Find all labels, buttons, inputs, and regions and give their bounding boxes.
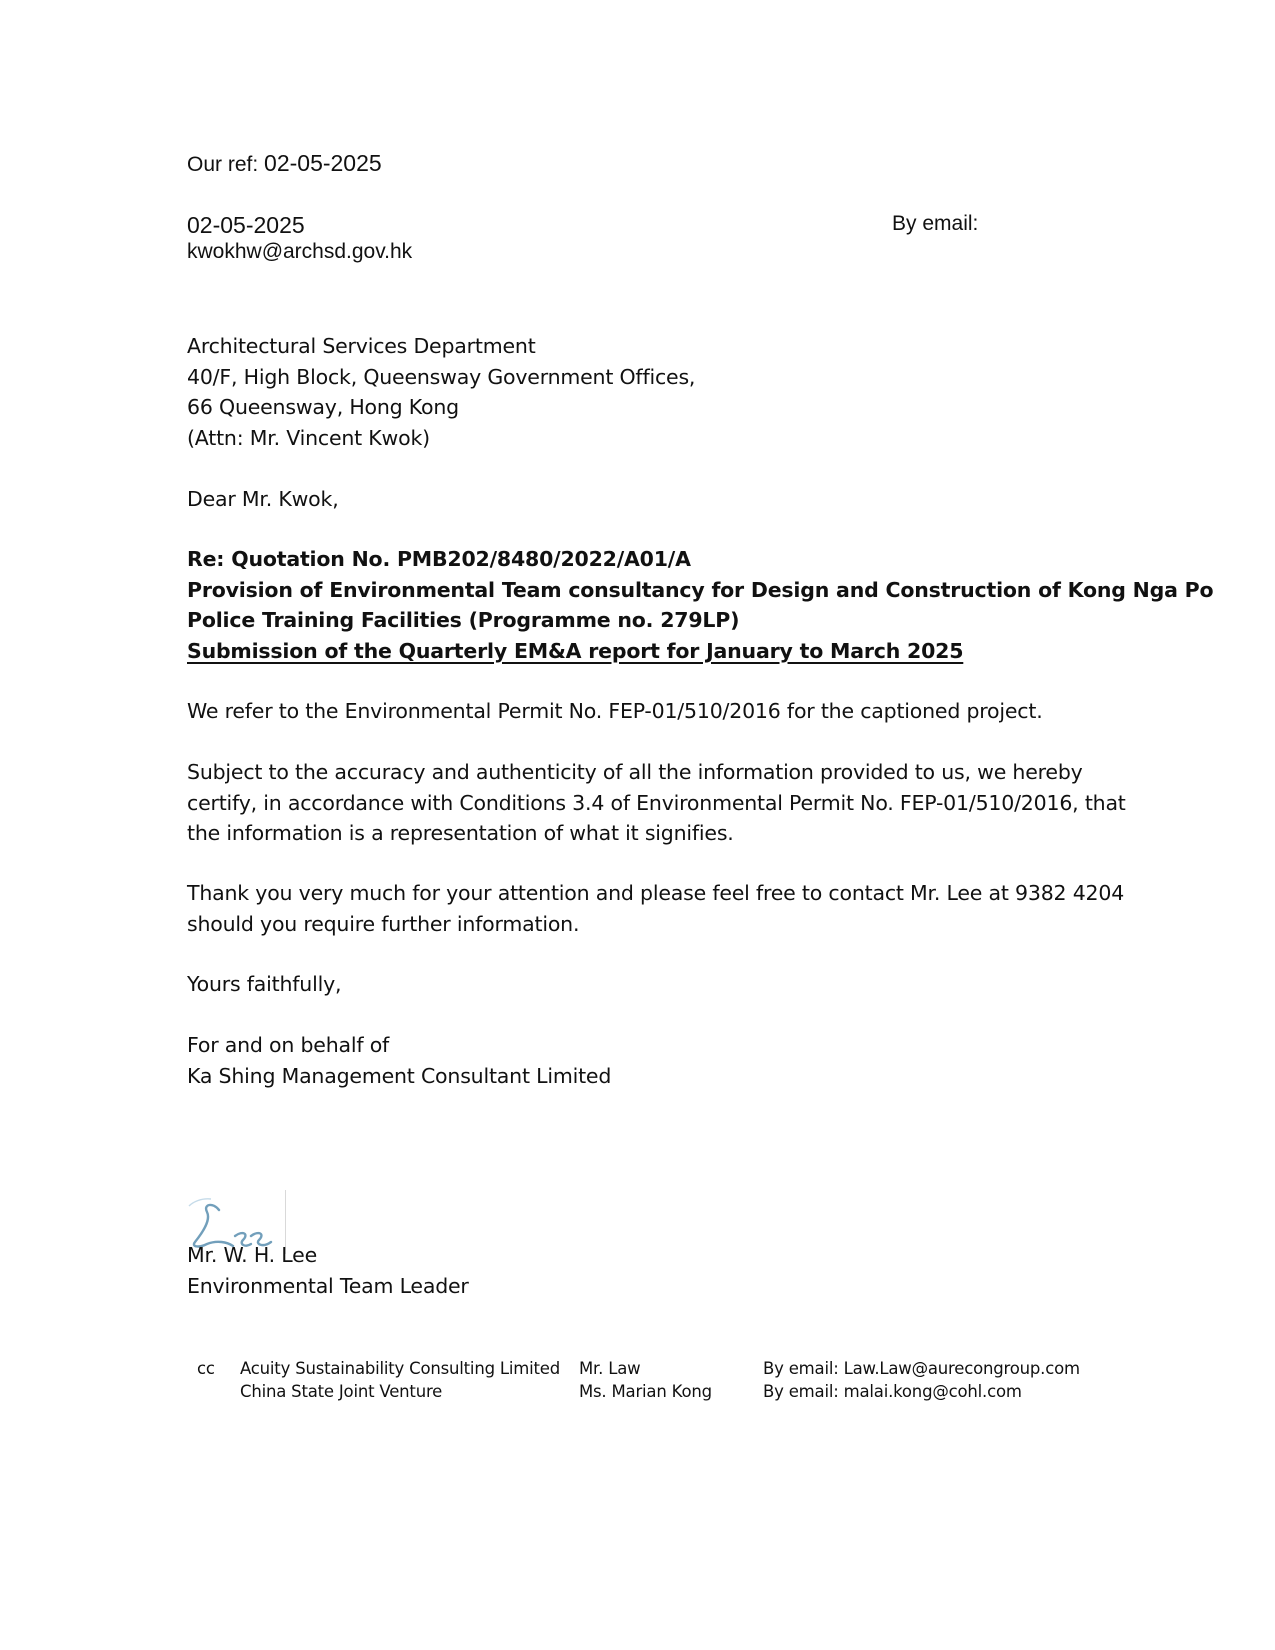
cc-person: Mr. Law: [579, 1359, 641, 1378]
behalf-line: For and on behalf of: [187, 1033, 390, 1057]
paragraph-line: the information is a representation of what it signifies.: [187, 821, 734, 845]
subject-title-line: Provision of Environmental Team consultancy for Design and Construction of Kong Nga Po: [187, 577, 1214, 602]
ref-label: Our ref:: [187, 153, 259, 176]
cc-row: [197, 1359, 1080, 1382]
delivery-method: By email:: [892, 212, 979, 235]
recipient-email: kwokhw@archsd.gov.hk: [187, 240, 413, 263]
paragraph-line: Subject to the accuracy and authenticity of all the information provided to us, we hereby: [187, 760, 1083, 784]
cc-row: [197, 1382, 1080, 1405]
address-line: Architectural Services Department: [187, 334, 536, 358]
signer-title: Environmental Team Leader: [187, 1273, 469, 1298]
cc-organization: China State Joint Venture: [240, 1382, 443, 1401]
signer-name: Mr. W. H. Lee: [187, 1243, 317, 1267]
paragraph-contact: [187, 878, 1147, 939]
signer-block: [187, 1240, 469, 1301]
cc-contact: By email: Law.Law@aurecongroup.com: [763, 1359, 1080, 1378]
paragraph-line: Thank you very much for your attention and please feel free to contact Mr. Lee at 9382 4204: [187, 881, 1125, 905]
paragraph-line: certify, in accordance with Conditions 3.4 of Environmental Permit No. FEP-01/510/2016, that: [187, 790, 1126, 815]
paragraph-certification: [187, 757, 1147, 849]
cc-table: [197, 1359, 1080, 1405]
closing: Yours faithfully,: [187, 972, 342, 996]
ref-value: 02-05-2025: [264, 150, 382, 176]
subject-title-line: Police Training Facilities (Programme no. 279LP): [187, 608, 740, 632]
salutation: Dear Mr. Kwok,: [187, 487, 339, 511]
address-line: 66 Queensway, Hong Kong: [187, 395, 459, 419]
on-behalf-of: [187, 1030, 611, 1091]
cc-label: cc: [197, 1359, 215, 1378]
our-reference: [187, 150, 382, 177]
subject-heading: [187, 544, 1214, 666]
paragraph-permit-reference: [187, 696, 1147, 727]
subject-submission: Submission of the Quarterly EM&A report for January to March 2025: [187, 638, 964, 663]
cc-list: [197, 1359, 1080, 1405]
address-line: (Attn: Mr. Vincent Kwok): [187, 425, 430, 450]
paragraph-line: We refer to the Environmental Permit No. FEP-01/510/2016 for the captioned project.: [187, 699, 1043, 723]
recipient-address: [187, 331, 695, 453]
company-name: Ka Shing Management Consultant Limited: [187, 1063, 612, 1088]
letter-date: 02-05-2025: [187, 212, 305, 238]
cc-contact: By email: malai.kong@cohl.com: [763, 1382, 1022, 1401]
address-line: 40/F, High Block, Queensway Government Offices,: [187, 364, 696, 389]
subject-quotation: Re: Quotation No. PMB202/8480/2022/A01/A: [187, 547, 691, 571]
paragraph-line: should you require further information.: [187, 911, 580, 936]
cc-organization: Acuity Sustainability Consulting Limited: [240, 1359, 561, 1378]
cc-person: Ms. Marian Kong: [579, 1382, 712, 1401]
